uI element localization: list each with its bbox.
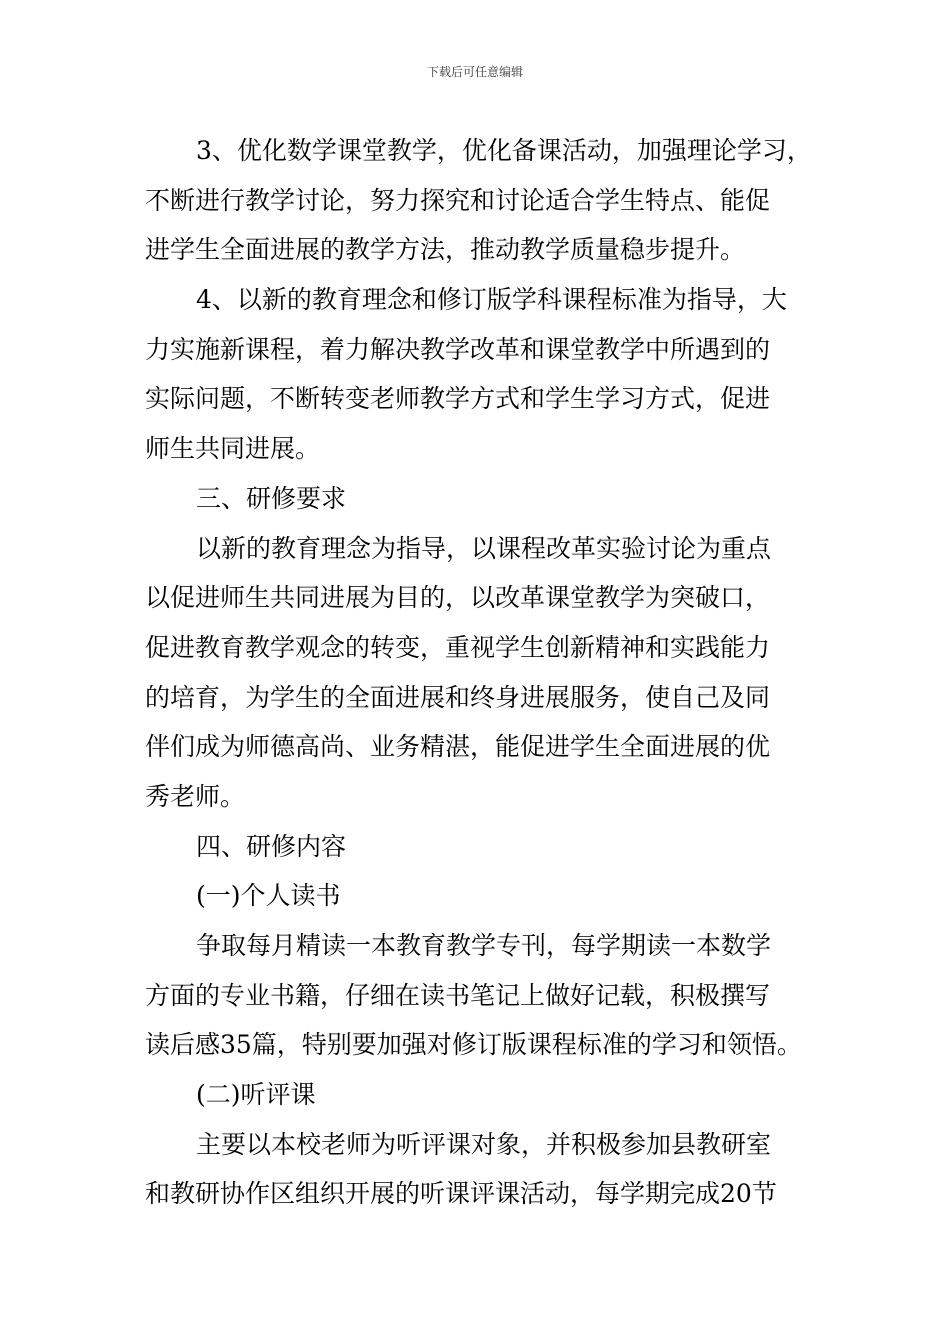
paragraph-line: 主要以本校老师为听评课对象，并积极参加县教研室 (196, 1129, 772, 1159)
section-heading: 四、研修内容 (196, 831, 347, 861)
paragraph-line: 师生共同进展。 (145, 434, 321, 464)
paragraph-line: 读后感35篇，特别要加强对修订版课程标准的学习和领悟。 (145, 1030, 802, 1060)
paragraph-line: 伴们成为师德高尚、业务精湛，能促进学生全面进展的优 (145, 732, 771, 762)
paragraph-line: 以促进师生共同进展为目的，以改革课堂教学为突破口， (145, 583, 771, 613)
paragraph-line: 4、以新的教育理念和修订版学科课程标准为指导，大 (196, 285, 787, 315)
section-heading: 三、研修要求 (196, 483, 347, 513)
paragraph-line: 争取每月精读一本教育教学专刊，每学期读一本数学 (196, 931, 772, 960)
paragraph-line: 进学生全面进展的教学方法，推动教学质量稳步提升。 (145, 235, 746, 265)
paragraph-line: 实际问题，不断转变老师教学方式和学生学习方式，促进 (145, 384, 771, 414)
document-body (145, 126, 810, 1219)
subsection-heading: (二)听评课 (196, 1080, 316, 1110)
paragraph-line: 力实施新课程，着力解决教学改革和课堂教学中所遇到的 (145, 334, 771, 364)
paragraph-line: 方面的专业书籍，仔细在读书笔记上做好记载，积极撰写 (145, 980, 771, 1010)
paragraph-line: 的培育，为学生的全面进展和终身进展服务，使自己及同 (145, 682, 771, 712)
paragraph-line: 促进教育教学观念的转变，重视学生创新精神和实践能力 (145, 632, 771, 662)
page-header: 下载后可任意编辑 (426, 65, 523, 79)
paragraph-line: 不断进行教学讨论，努力探究和讨论适合学生特点、能促 (145, 185, 771, 215)
paragraph-line: 和教研协作区组织开展的听课评课活动，每学期完成20节 (145, 1179, 777, 1209)
subsection-heading: (一)个人读书 (196, 881, 341, 911)
paragraph-line: 3、优化数学课堂教学，优化备课活动，加强理论学习， (196, 136, 812, 165)
paragraph-line: 以新的教育理念为指导，以课程改革实验讨论为重点 (196, 533, 772, 563)
paragraph-line: 秀老师。 (145, 781, 246, 811)
